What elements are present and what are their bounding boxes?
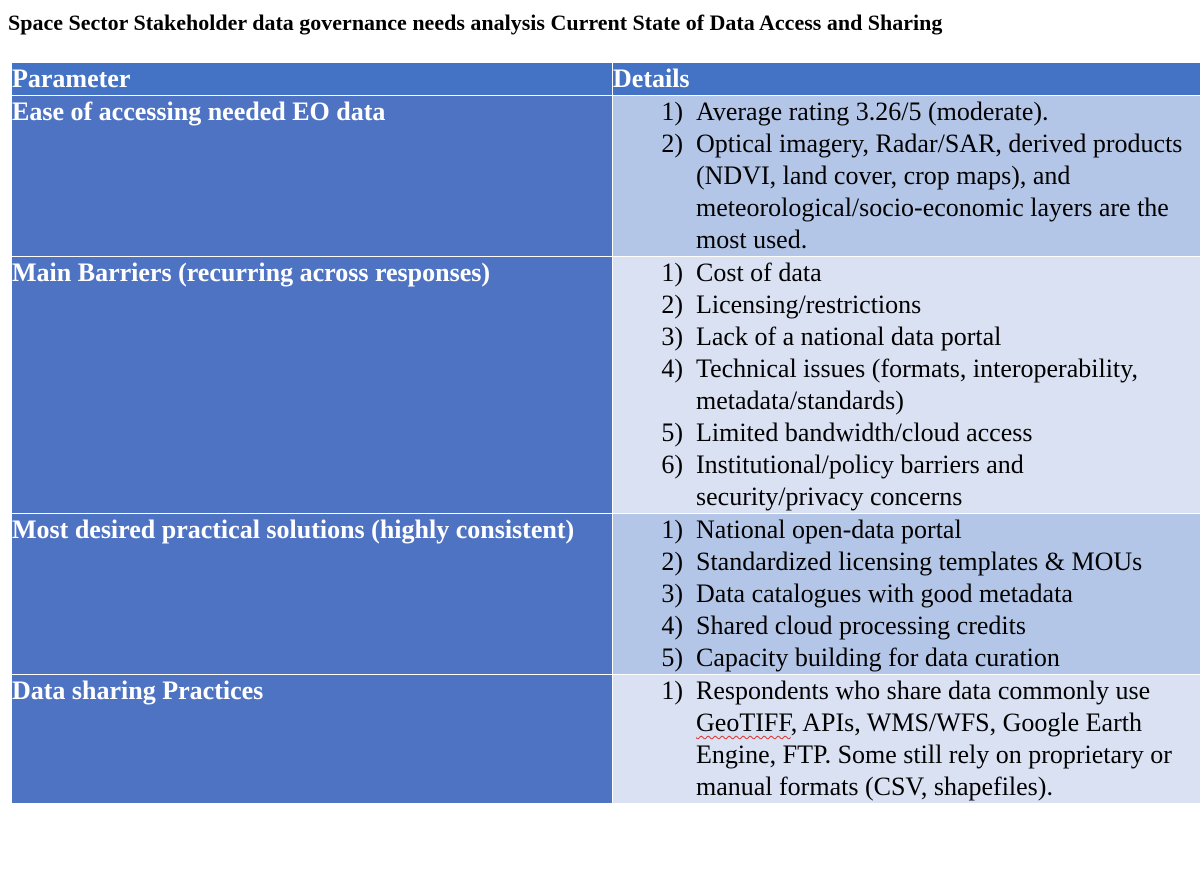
list-item (613, 610, 1200, 642)
item-text: Cost of data (696, 258, 822, 287)
spellcheck-flagged-word[interactable]: GeoTIFF (696, 708, 791, 737)
details-list (613, 675, 1200, 803)
list-item (613, 257, 1200, 289)
list-item (613, 675, 1200, 803)
table-row (12, 257, 1200, 514)
list-item (613, 546, 1200, 578)
item-number: 1) (661, 676, 683, 705)
header-details: Details (613, 63, 1200, 96)
item-number: 6) (661, 450, 683, 479)
table-header-row (12, 63, 1200, 96)
details-list (613, 257, 1200, 513)
list-item (613, 128, 1200, 256)
item-number: 1) (661, 258, 683, 287)
item-text-before: Respondents who share data commonly use (696, 676, 1151, 705)
list-item (613, 514, 1200, 546)
list-item (613, 289, 1200, 321)
parameter-cell: Main Barriers (recurring across responses) (12, 257, 613, 514)
parameter-cell: Data sharing Practices (12, 675, 613, 804)
details-cell (613, 257, 1200, 514)
item-text: National open-data portal (696, 515, 962, 544)
item-number: 5) (661, 418, 683, 447)
data-access-table (11, 62, 1200, 804)
item-number: 5) (661, 643, 683, 672)
details-list (613, 514, 1200, 674)
item-number: 2) (661, 547, 683, 576)
item-number: 4) (661, 354, 683, 383)
item-text: Lack of a national data portal (696, 322, 1002, 351)
document-title: Space Sector Stakeholder data governance needs analysis Current State of Data Access and Sharing (8, 10, 943, 35)
list-item (613, 417, 1200, 449)
item-number: 2) (661, 129, 683, 158)
header-parameter: Parameter (12, 63, 613, 96)
details-cell (613, 514, 1200, 675)
parameter-cell: Ease of accessing needed EO data (12, 96, 613, 257)
item-text: Data catalogues with good metadata (696, 579, 1073, 608)
item-number: 3) (661, 322, 683, 351)
list-item (613, 353, 1200, 417)
list-item (613, 449, 1200, 513)
item-number: 1) (661, 515, 683, 544)
item-number: 2) (661, 290, 683, 319)
list-item (613, 642, 1200, 674)
item-number: 3) (661, 579, 683, 608)
item-text: Technical issues (formats, interoperability, metadata/standards) (696, 354, 1138, 415)
details-cell (613, 96, 1200, 257)
table-row (12, 675, 1200, 804)
item-number: 4) (661, 611, 683, 640)
list-item (613, 321, 1200, 353)
item-text (696, 675, 1200, 803)
item-text-after: , APIs, WMS/WFS, Google Earth Engine, FTP. Some still rely on proprietary or manual formats (CSV, shapefiles). (696, 708, 1172, 801)
details-list (613, 96, 1200, 256)
item-number: 1) (661, 97, 683, 126)
item-text: Average rating 3.26/5 (moderate). (696, 97, 1049, 126)
item-text: Capacity building for data curation (696, 643, 1060, 672)
item-text: Institutional/policy barriers and security/privacy concerns (696, 450, 1024, 511)
item-text: Limited bandwidth/cloud access (696, 418, 1033, 447)
item-text: Optical imagery, Radar/SAR, derived products (NDVI, land cover, crop maps), and meteorological/socio-economic layers are the most used. (696, 129, 1183, 254)
item-text: Standardized licensing templates & MOUs (696, 547, 1143, 576)
details-cell (613, 675, 1200, 804)
list-item (613, 96, 1200, 128)
table-row (12, 514, 1200, 675)
table-row (12, 96, 1200, 257)
item-text: Shared cloud processing credits (696, 611, 1026, 640)
list-item (613, 578, 1200, 610)
parameter-cell: Most desired practical solutions (highly consistent) (12, 514, 613, 675)
item-text: Licensing/restrictions (696, 290, 922, 319)
